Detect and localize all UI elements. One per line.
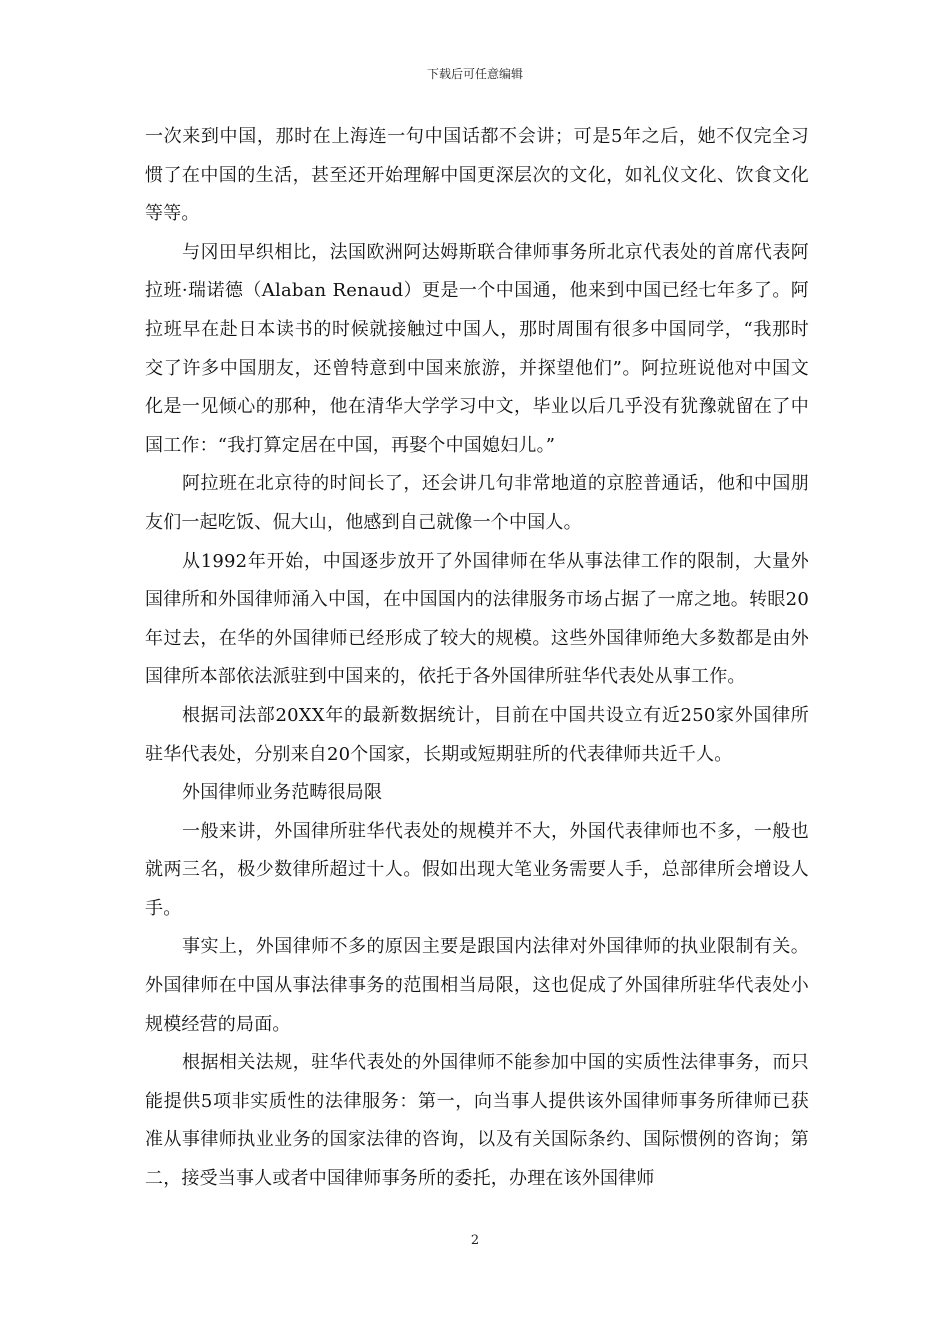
body-paragraph-4: 从1992年开始，中国逐步放开了外国律师在华从事法律工作的限制，大量外国律所和外国律师涌入中国，在中国国内的法律服务市场占据了一席之地。转眼20年过去，在华的外国律师已经形成了较大的规模。这些外国律师绝大多数都是由外国律所本部依法派驻到中国来的，依托于各外国律所驻华代表处从事工作。: [145, 550, 809, 688]
body-paragraph-5: 根据司法部20XX年的最新数据统计，目前在中国共设立有近250家外国律所驻华代表处，分别来自20个国家，长期或短期驻所的代表律师共近千人。: [145, 704, 809, 765]
document-body: [145, 118, 809, 1199]
page-number: 2: [470, 1233, 480, 1248]
body-paragraph-6: 一般来讲，外国律所驻华代表处的规模并不大，外国代表律师也不多，一般也就两三名，极少数律所超过十人。假如出现大笔业务需要人手，总部律所会增设人手。: [145, 820, 809, 919]
body-paragraph-3: 阿拉班在北京待的时间长了，还会讲几句非常地道的京腔普通话，他和中国朋友们一起吃饭、侃大山，他感到自己就像一个中国人。: [145, 473, 809, 533]
body-paragraph-1: 一次来到中国，那时在上海连一句中国话都不会讲；可是5年之后，她不仅完全习惯了在中国的生活，甚至还开始理解中国更深层次的文化，如礼仪文化、饮食文化等等。: [145, 126, 809, 225]
section-heading: 外国律师业务范畴很局限: [182, 782, 383, 804]
body-paragraph-7: 事实上，外国律师不多的原因主要是跟国内法律对外国律师的执业限制有关。外国律师在中国从事法律事务的范围相当局限，这也促成了外国律所驻华代表处小规模经营的局面。: [145, 936, 809, 1035]
body-paragraph-8: 根据相关法规，驻华代表处的外国律师不能参加中国的实质性法律事务，而只能提供5项非实质性的法律服务：第一，向当事人提供该外国律师事务所律师已获准从事律师执业业务的国家法律的咨询，以及有关国际条约、国际惯例的咨询；第二，接受当事人或者中国律师事务所的委托，办理在该外国律师: [145, 1052, 809, 1190]
page-header: 下载后可任意编辑: [426, 67, 523, 81]
body-paragraph-2: 与冈田早织相比，法国欧洲阿达姆斯联合律师事务所北京代表处的首席代表阿拉班·瑞诺德（Alaban Renaud）更是一个中国通，他来到中国已经七年多了。阿拉班早在赴日本读书的时候就接触过中国人，那时周围有很多中国同学，“我那时交了许多中国朋友，还曾特意到中国来旅游，并探望他们”。阿拉班说他对中国文化是一见倾心的那种，他在清华大学学习中文，毕业以后几乎没有犹豫就留在了中国工作：“我打算定居在中国，再娶个中国媳妇儿。”: [145, 241, 809, 456]
